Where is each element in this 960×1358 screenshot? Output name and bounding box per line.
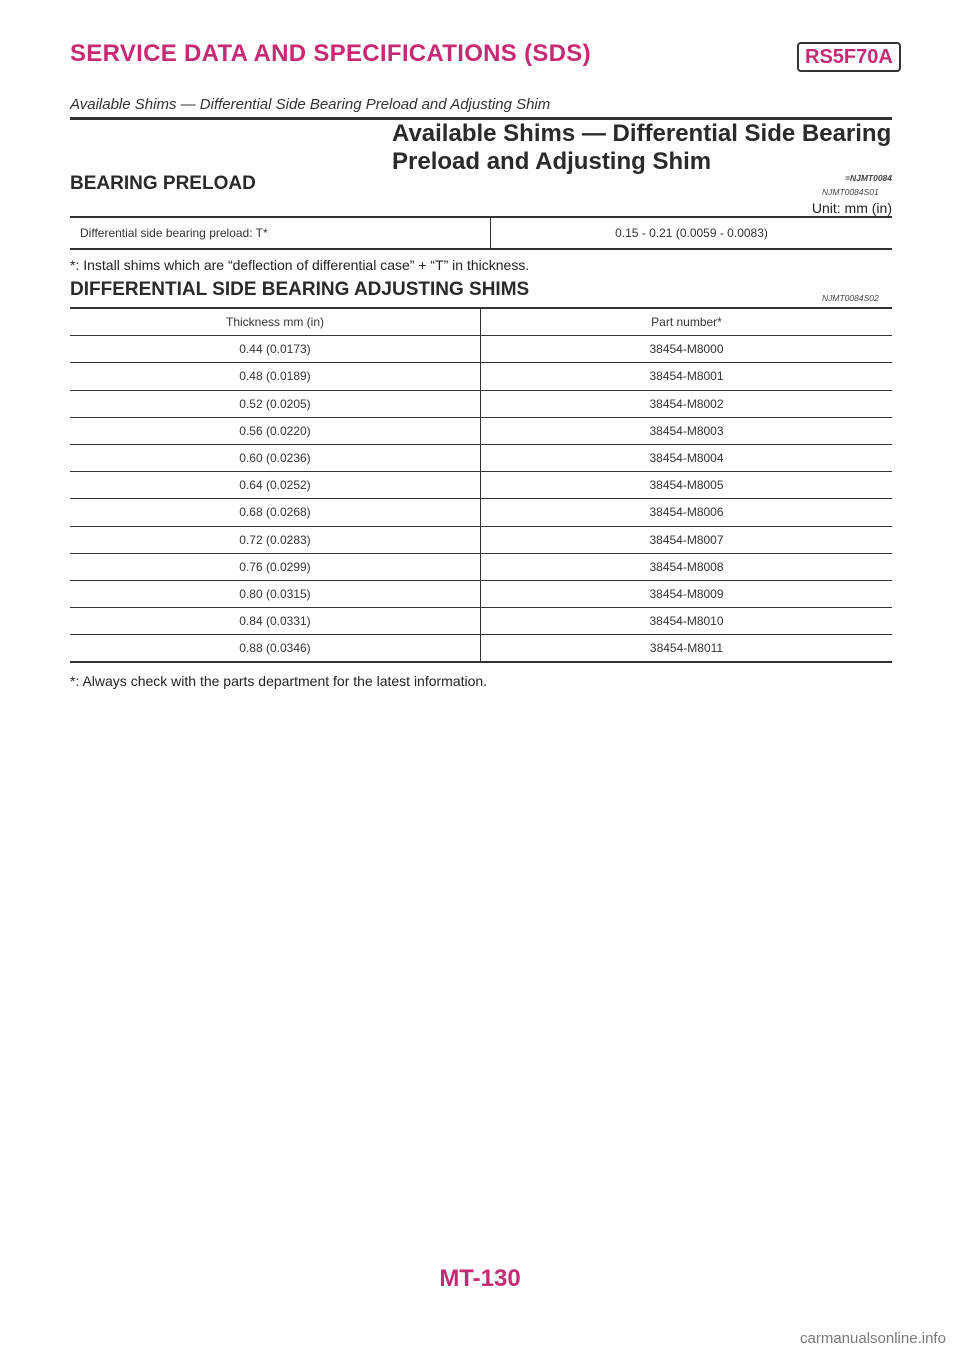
table-header-row xyxy=(70,308,892,336)
page-number: MT-130 xyxy=(439,1265,521,1292)
preload-value: 0.15 - 0.21 (0.0059 - 0.0083) xyxy=(615,226,768,240)
model-badge: RS5F70A xyxy=(797,42,901,72)
table-row xyxy=(70,217,892,249)
part-number-cell: 38454-M8009 xyxy=(481,580,893,607)
part-number-cell: 38454-M8001 xyxy=(481,363,893,390)
bearing-preload-note: *: Install shims which are “deflection of differential case” + “T” in thickness. xyxy=(70,257,530,273)
watermark: carmanualsonline.info xyxy=(800,1330,946,1347)
table-row xyxy=(70,553,892,580)
header-part-number: Part number* xyxy=(481,308,893,336)
table-row xyxy=(70,472,892,499)
thickness-cell: 0.56 (0.0220) xyxy=(70,417,481,444)
header-thickness: Thickness mm (in) xyxy=(70,308,481,336)
bearing-preload-table xyxy=(70,216,892,250)
table-row xyxy=(70,390,892,417)
thickness-cell: 0.44 (0.0173) xyxy=(70,336,481,363)
section-title-line1: Available Shims — Differential Side Bearing xyxy=(392,120,892,147)
part-number-cell: 38454-M8005 xyxy=(481,472,893,499)
thickness-cell: 0.72 (0.0283) xyxy=(70,526,481,553)
adjusting-shims-title: DIFFERENTIAL SIDE BEARING ADJUSTING SHIMS xyxy=(70,279,530,300)
header-subtitle: Available Shims — Differential Side Bearing Preload and Adjusting Shim xyxy=(70,96,551,113)
table-row xyxy=(70,417,892,444)
thickness-cell: 0.60 (0.0236) xyxy=(70,444,481,471)
thickness-cell: 0.80 (0.0315) xyxy=(70,580,481,607)
table-row xyxy=(70,580,892,607)
bearing-preload-code: NJMT0084S01 xyxy=(822,187,879,197)
bearing-preload-title: BEARING PRELOAD xyxy=(70,173,256,194)
unit-label: Unit: mm (in) xyxy=(811,200,892,216)
thickness-cell: 0.88 (0.0346) xyxy=(70,635,481,663)
section-title-line2: Preload and Adjusting Shim xyxy=(392,148,712,175)
thickness-cell: 0.48 (0.0189) xyxy=(70,363,481,390)
table-row xyxy=(70,635,892,663)
adjusting-shims-code: NJMT0084S02 xyxy=(822,293,879,303)
adjusting-shims-table xyxy=(70,307,892,663)
table-row xyxy=(70,336,892,363)
part-number-cell: 38454-M8007 xyxy=(481,526,893,553)
preload-label: Differential side bearing preload: T* xyxy=(70,217,491,249)
part-number-cell: 38454-M8006 xyxy=(481,499,893,526)
table-row xyxy=(70,499,892,526)
table-row xyxy=(70,526,892,553)
thickness-cell: 0.64 (0.0252) xyxy=(70,472,481,499)
adjusting-shims-note: *: Always check with the parts department for the latest information. xyxy=(70,673,488,689)
part-number-cell: 38454-M8004 xyxy=(481,444,893,471)
section-title-line2-row xyxy=(392,148,892,183)
part-number-cell: 38454-M8010 xyxy=(481,608,893,635)
part-number-cell: 38454-M8011 xyxy=(481,635,893,663)
part-number-cell: 38454-M8000 xyxy=(481,336,893,363)
table-row xyxy=(70,363,892,390)
part-number-cell: 38454-M8008 xyxy=(481,553,893,580)
part-number-cell: 38454-M8002 xyxy=(481,390,893,417)
header-title: SERVICE DATA AND SPECIFICATIONS (SDS) xyxy=(70,40,591,67)
section-code: =NJMT0084 xyxy=(844,173,892,183)
table-row xyxy=(70,444,892,471)
thickness-cell: 0.84 (0.0331) xyxy=(70,608,481,635)
thickness-cell: 0.76 (0.0299) xyxy=(70,553,481,580)
thickness-cell: 0.68 (0.0268) xyxy=(70,499,481,526)
table-row xyxy=(70,608,892,635)
part-number-cell: 38454-M8003 xyxy=(481,417,893,444)
section-title xyxy=(392,120,892,183)
thickness-cell: 0.52 (0.0205) xyxy=(70,390,481,417)
